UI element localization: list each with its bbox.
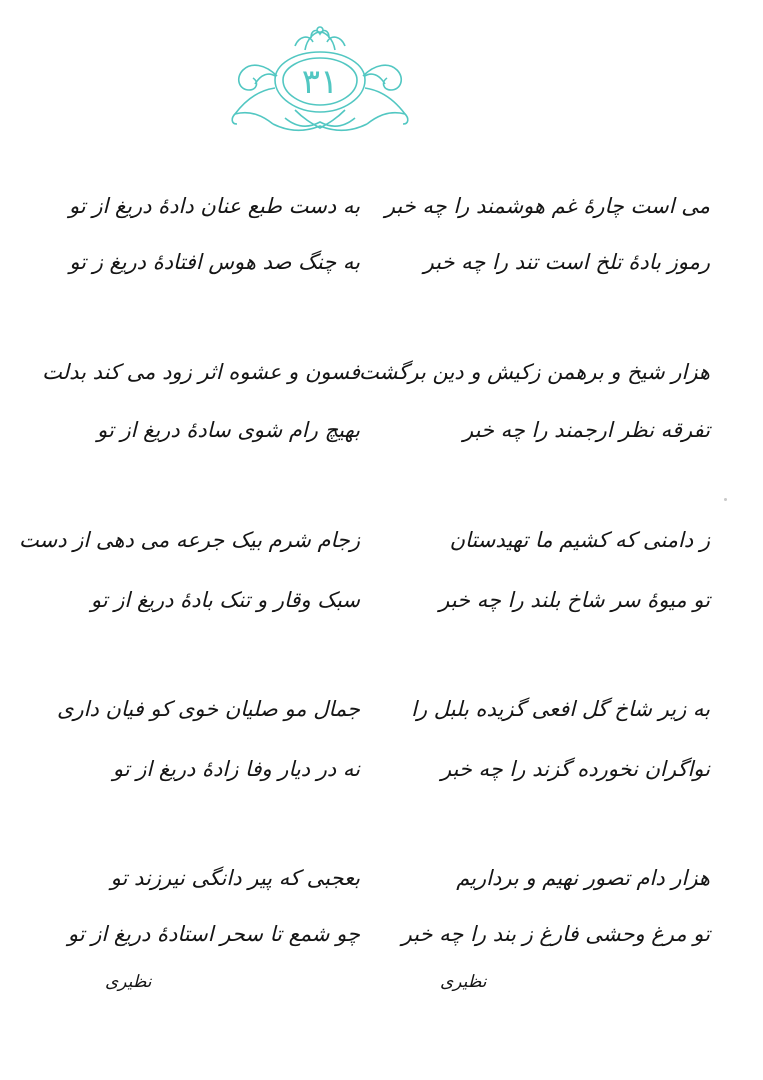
verse-right-1: می است چارهٔ غم هوشمند را چه خبر <box>384 194 710 218</box>
signature-left: نظیری <box>105 972 152 992</box>
verse-left-7: جمال مو صلیان خوی کو فیان داری <box>57 697 360 721</box>
verse-right-9: هزار دام تصور نهیم و برداریم <box>456 866 710 890</box>
verse-right-10: تو مرغ وحشی فارغ ز بند را چه خبر <box>401 922 710 946</box>
verse-right-8: نواگران نخورده گزند را چه خبر <box>440 757 710 781</box>
verse-left-4: بهیچ رام شوی سادهٔ دریغ از تو <box>97 418 360 442</box>
verse-right-2: رموز بادهٔ تلخ است تند را چه خبر <box>423 250 710 274</box>
verse-left-10: چو شمع تا سحر استادهٔ دریغ از تو <box>67 922 360 946</box>
verse-left-1: به دست طبع عنان دادهٔ دریغ از تو <box>68 194 360 218</box>
verse-right-5: ز دامنی که کشیم ما تهیدستان <box>449 528 710 552</box>
verse-left-2: به چنگ صد هوس افتادهٔ دریغ ز تو <box>69 250 360 274</box>
page-number: ۳۱ <box>301 62 339 102</box>
verse-right-6: تو میوهٔ سر شاخ بلند را چه خبر <box>439 588 710 612</box>
verse-right-7: به زیر شاخ گل افعی گزیده بلبل را <box>411 697 710 721</box>
verse-right-3: هزار شیخ و برهمن زکیش و دین برگشت <box>359 360 710 384</box>
paper-speck <box>724 498 727 501</box>
signature-right: نظیری <box>440 972 487 992</box>
verse-right-4: تفرقه نظر ارجمند را چه خبر <box>463 418 710 442</box>
verse-left-6: سبک وقار و تنک بادهٔ دریغ از تو <box>90 588 360 612</box>
verse-left-5: زجام شرم بیک جرعه می دهی از دست <box>19 528 360 552</box>
verse-left-3: فسون و عشوه اثر زود می کند بدلت <box>42 360 360 384</box>
verse-left-9: بعجبی که پیر دانگی نیرزند تو <box>110 866 360 890</box>
verse-left-8: نه در دیار وفا زادهٔ دریغ از تو <box>112 757 360 781</box>
